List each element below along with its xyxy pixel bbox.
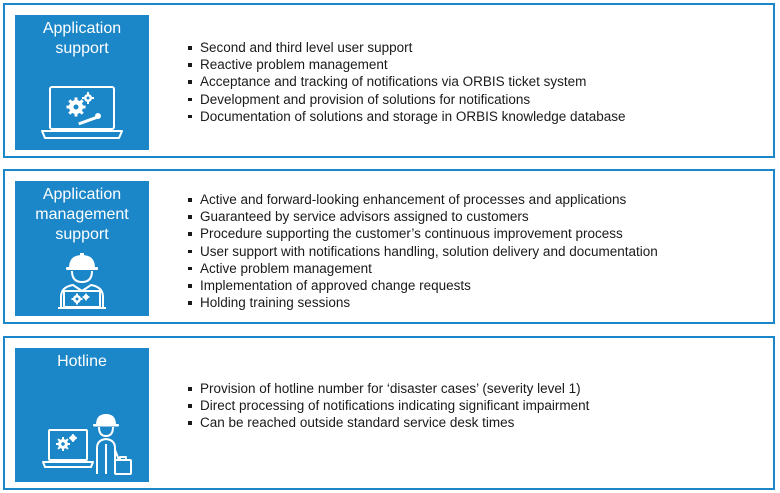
section-title: Application support: [42, 20, 122, 57]
list-item: Reactive problem management: [188, 56, 626, 73]
section-tile: [15, 348, 149, 482]
bullet-list: [188, 191, 658, 311]
laptop-engineer-toolcase-icon: [15, 408, 149, 478]
section-title: Hotline: [57, 353, 107, 370]
section-application-support: [3, 3, 775, 158]
list-item: Active and forward-looking enhancement of processes and applications: [188, 191, 658, 208]
list-item: Active problem management: [188, 260, 658, 277]
section-application-management-support: [3, 169, 775, 324]
bullet-list: [188, 39, 626, 125]
list-item: Guaranteed by service advisors assigned to customers: [188, 208, 658, 225]
section-tile: [15, 15, 149, 150]
list-item: Procedure supporting the customer’s continuous improvement process: [188, 225, 658, 242]
bullet-list: [188, 380, 589, 432]
laptop-gears-wrench-icon: [15, 83, 149, 145]
section-hotline: [3, 336, 775, 490]
list-item: Provision of hotline number for ‘disaster cases’ (severity level 1): [188, 380, 589, 397]
section-title: Application management support: [35, 186, 129, 243]
list-item: Acceptance and tracking of notifications via ORBIS ticket system: [188, 73, 626, 90]
list-item: Development and provision of solutions for notifications: [188, 91, 626, 108]
list-item: Direct processing of notifications indicating significant impairment: [188, 397, 589, 414]
section-tile: [15, 181, 149, 316]
list-item: Can be reached outside standard service desk times: [188, 414, 589, 431]
list-item: Second and third level user support: [188, 39, 626, 56]
list-item: User support with notifications handling, solution delivery and documentation: [188, 243, 658, 260]
list-item: Holding training sessions: [188, 294, 658, 311]
list-item: Documentation of solutions and storage in ORBIS knowledge database: [188, 108, 626, 125]
list-item: Implementation of approved change requests: [188, 277, 658, 294]
engineer-with-laptop-icon: [15, 251, 149, 313]
